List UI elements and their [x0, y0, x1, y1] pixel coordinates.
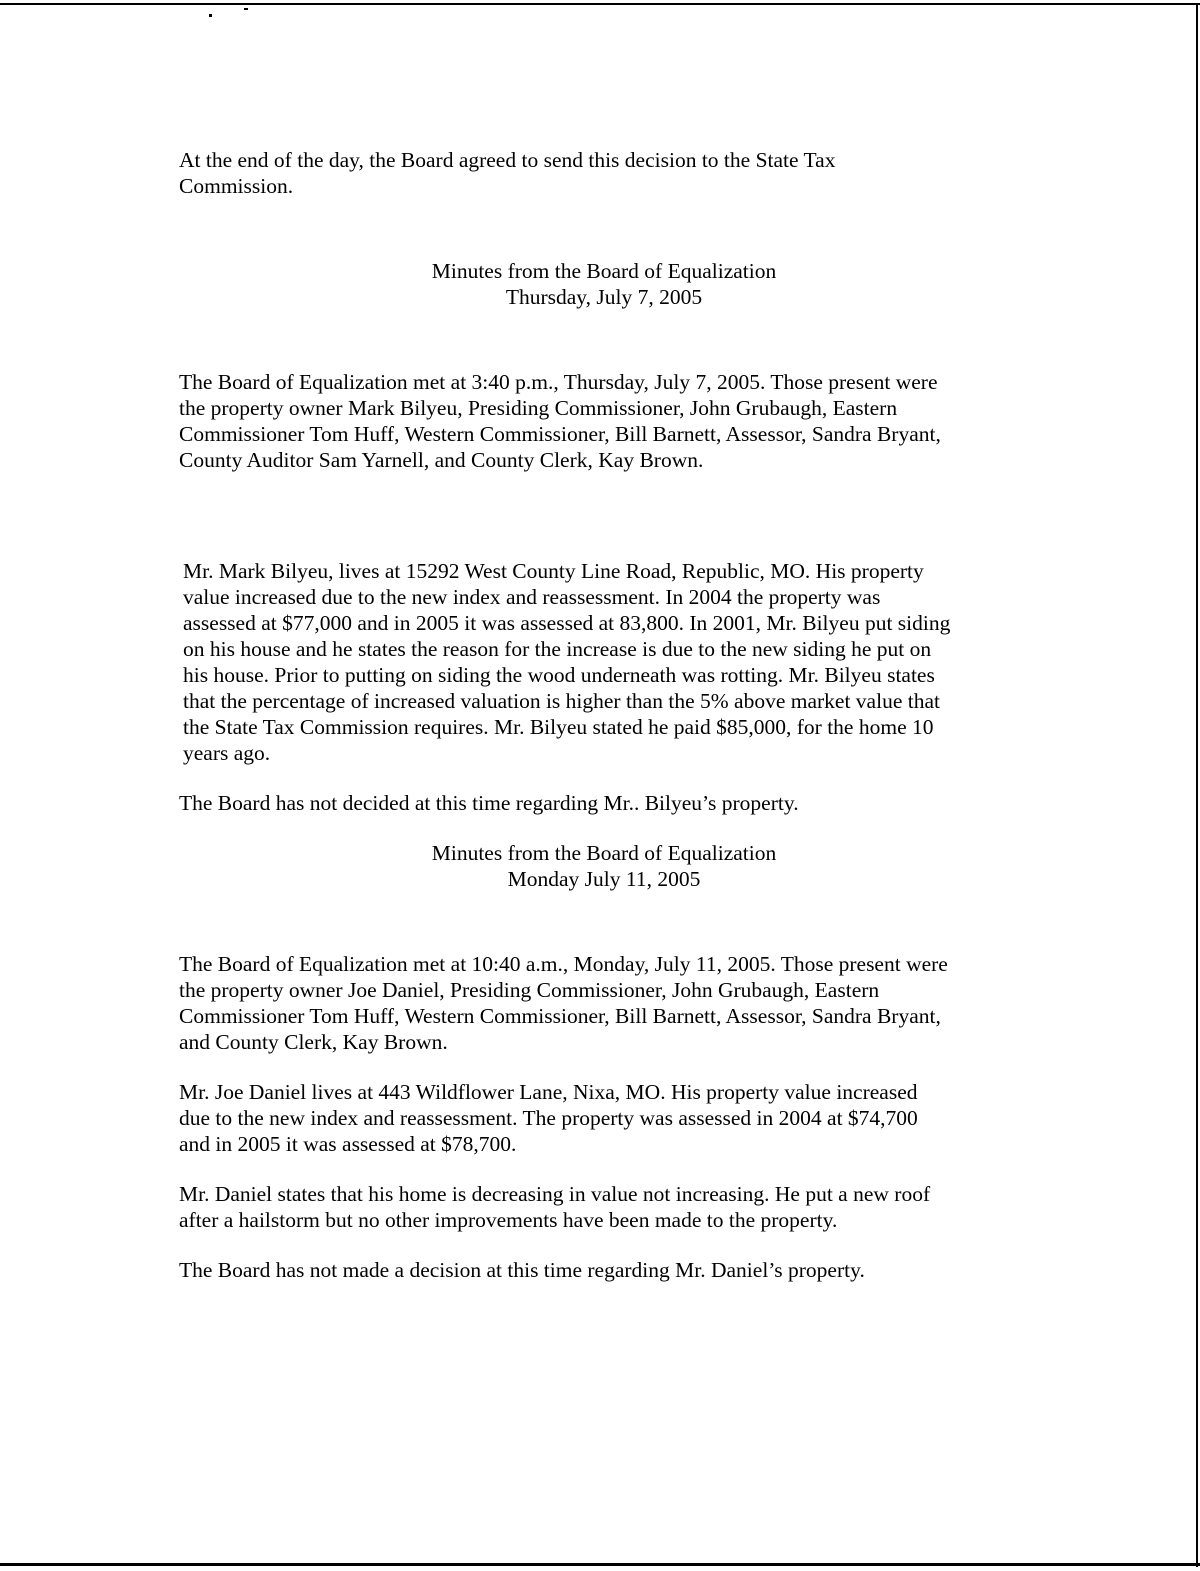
intro-paragraph: At the end of the day, the Board agreed to send this decision to the State Tax Commission.: [179, 148, 836, 198]
scan-speck: [209, 14, 212, 17]
scan-edge-bottom: [0, 1563, 1200, 1566]
daniel-statement-paragraph: Mr. Daniel states that his home is decreasing in value not increasing. He put a new roof after a hailstorm but no other improvements have been made to the property.: [179, 1182, 931, 1232]
scan-edge-top: [0, 3, 1200, 5]
minutes-heading-july-7: Minutes from the Board of Equalization Thursday, July 7, 2005: [431, 259, 777, 309]
document-body: [179, 147, 1039, 1283]
daniel-case-paragraph: Mr. Joe Daniel lives at 443 Wildflower Lane, Nixa, MO. His property value increased due to the new index and reassessment. The property was assessed in 2004 at $74,700 and in 2005 it was assessed at $78,700.: [179, 1080, 918, 1156]
scan-speck: [244, 8, 248, 10]
daniel-decision-paragraph: The Board has not made a decision at this time regarding Mr. Daniel’s property.: [179, 1258, 865, 1282]
minutes-heading-july-11: Minutes from the Board of Equalization Monday July 11, 2005: [431, 841, 777, 891]
bilyeu-case-paragraph: Mr. Mark Bilyeu, lives at 15292 West County Line Road, Republic, MO. His property value increased due to the new index and reassessment. In 2004 the property was assessed at $77,000 and in 2005 it was assessed at 83,800. In 2001, Mr. Bilyeu put siding on his house and he states the reason for the increase is due to the new siding he put on his house. Prior to putting on siding the wood underneath was rotting. Mr. Bilyeu states that the percentage of increased valuation is higher than the 5% above market value that the State Tax Commission requires. Mr. Bilyeu stated he paid $85,000, for the home 10 years ago.: [183, 559, 951, 765]
meeting-attendance-july-7: The Board of Equalization met at 3:40 p.m., Thursday, July 7, 2005. Those present were the property owner Mark Bilyeu, Presiding Commissioner, John Grubaugh, Eastern Commissioner Tom Huff, Western Commissioner, Bill Barnett, Assessor, Sandra Bryant, County Auditor Sam Yarnell, and County Clerk, Kay Brown.: [179, 370, 941, 472]
meeting-attendance-july-11: The Board of Equalization met at 10:40 a.m., Monday, July 11, 2005. Those present were the property owner Joe Daniel, Presiding Commissioner, John Grubaugh, Eastern Commissioner Tom Huff, Western Commissioner, Bill Barnett, Assessor, Sandra Bryant, and County Clerk, Kay Brown.: [179, 952, 948, 1054]
bilyeu-decision-paragraph: The Board has not decided at this time regarding Mr.. Bilyeu’s property.: [179, 791, 799, 815]
scan-edge-right: [1196, 3, 1198, 1567]
